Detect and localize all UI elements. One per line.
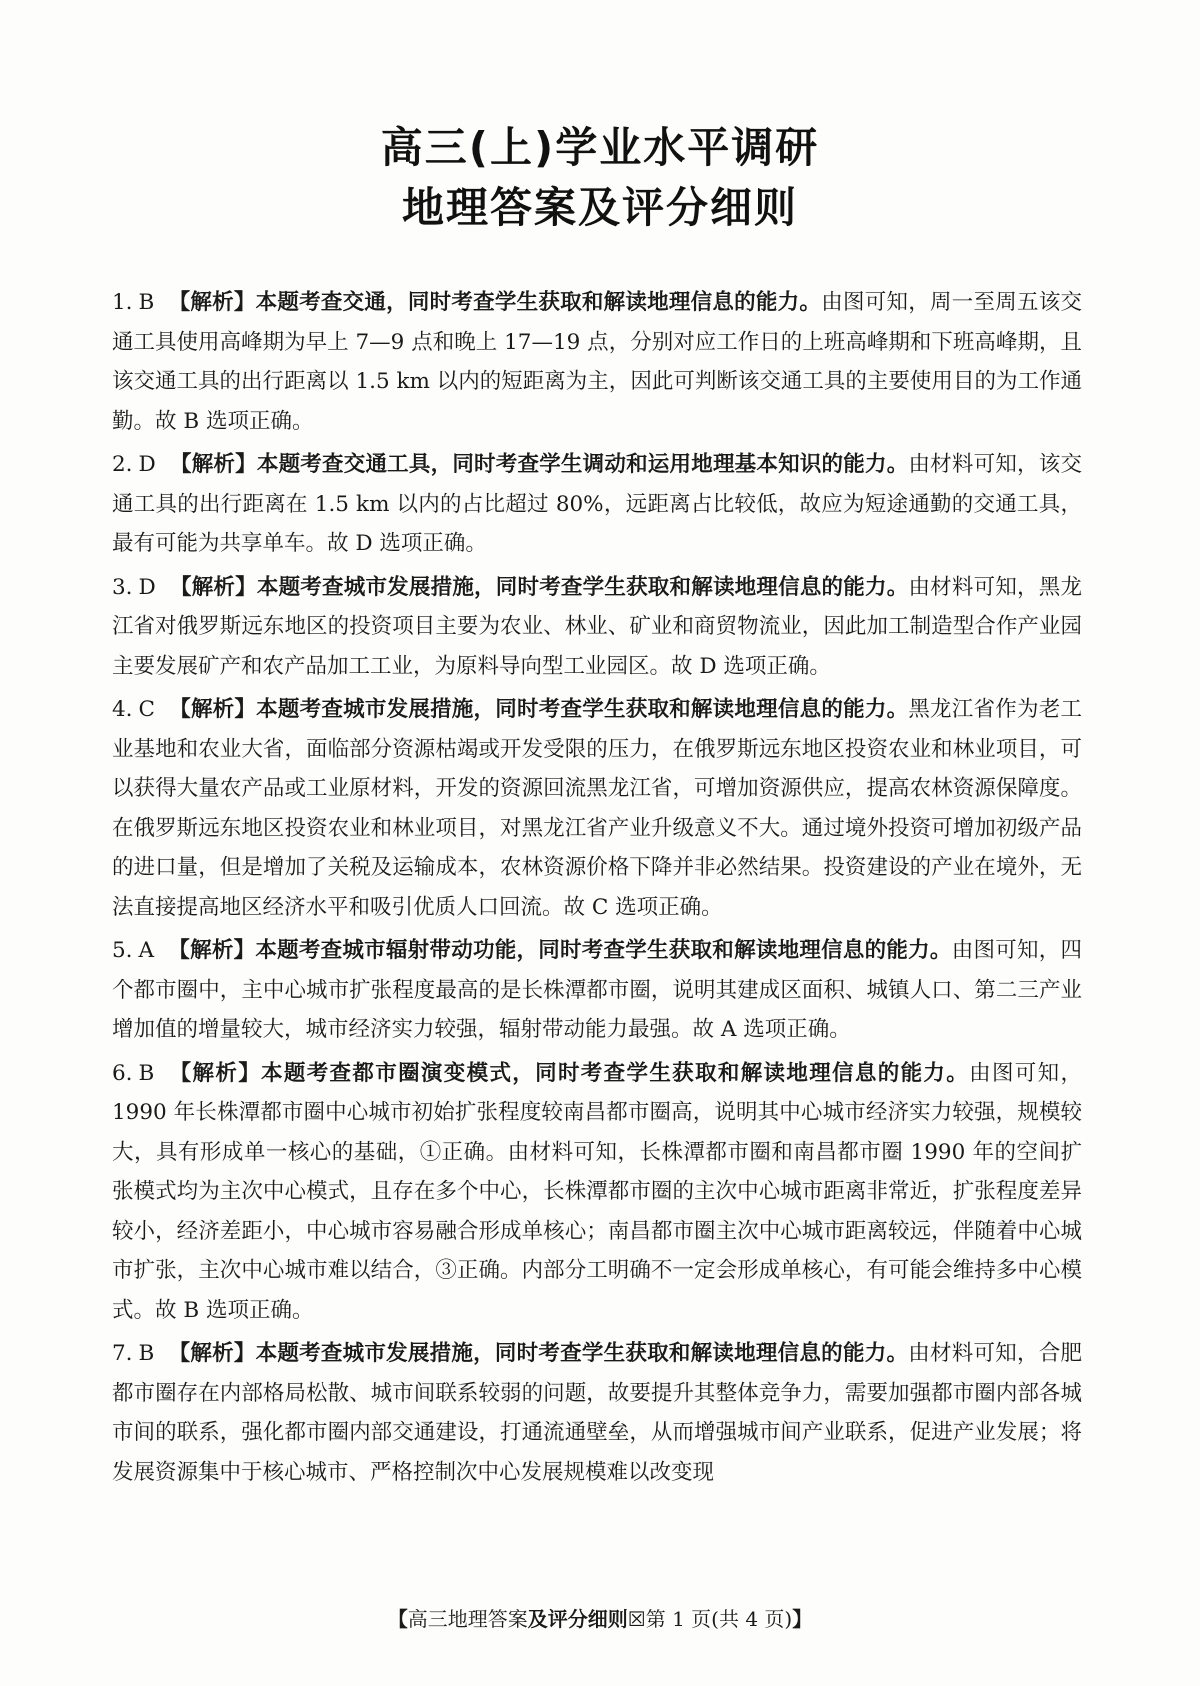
item-number: 4. [112, 697, 133, 722]
footer-bracket-close: 】 [792, 1607, 813, 1631]
item-analysis-heading: 【解析】本题考查城市发展措施，同时考查学生获取和解读地理信息的能力。 [168, 697, 909, 722]
title-line-1: 高三(上)学业水平调研 [380, 123, 820, 172]
page-footer [0, 1605, 1200, 1633]
item-answer: D [138, 574, 156, 600]
item-answer: C [138, 697, 155, 722]
item-answer: B [138, 1341, 155, 1366]
footer-bracket-open: 【 [387, 1607, 408, 1631]
item-analysis-heading: 【解析】本题考查交通，同时考查学生获取和解读地理信息的能力。 [168, 290, 822, 315]
item-answer: A [138, 938, 155, 963]
item-answer: B [138, 290, 155, 315]
footer-label: 高三地理答案 [407, 1607, 528, 1631]
answer-item-4 [112, 690, 1082, 927]
item-number: 5. [112, 938, 133, 963]
item-analysis-text: 黑龙江省作为老工业基地和农业大省，面临部分资源枯竭或开发受限的压力，在俄罗斯远东地区投资农业和林业项目，可以获得大量农产品或工业原材料，开发的资源回流黑龙江省，可增加资源供应，提高农林资源保障度。在俄罗斯远东地区投资农业和林业项目，对黑龙江省产业升级意义不大。通过境外投资可增加初级产品的进口量，但是增加了关税及运输成本，农林资源价格下降并非必然结果。投资建设的产业在境外，无法直接提高地区经济水平和吸引优质人口回流。故 C 选项正确。 [112, 697, 1082, 920]
item-answer: B [138, 1060, 155, 1086]
item-analysis-text: 由图可知，四个都市圈中，主中心城市扩张程度最高的是长株潭都市圈，说明其建成区面积、城镇人口、第二三产业增加值的增量较大，城市经济实力较强，辐射带动能力最强。故 A 选项正确。 [112, 938, 1082, 1042]
item-analysis-heading: 【解析】本题考查城市辐射带动功能，同时考查学生获取和解读地理信息的能力。 [168, 938, 952, 963]
answer-item-6 [112, 1054, 1082, 1331]
item-analysis-text: 由图可知，1990 年长株潭都市圈中心城市初始扩张程度较南昌都市圈高，说明其中心城市经济实力较强，规模较大，具有形成单一核心的基础，①正确。由材料可知，长株潭都市圈和南昌都市圈 1990 年的空间扩张模式均为主次中心模式，且存在多个中心，长株潭都市圈的主次中心城市距离非常近，扩张程度差异较小，经济差距小，中心城市容易融合形成单核心；南昌都市圈主次中心城市距离较远，伴随着中心城市扩张，主次中心城市难以结合，③正确。内部分工明确不一定会形成单核心，有可能会维持多中心模式。故 B 选项正确。 [112, 1060, 1082, 1323]
title-block [0, 118, 1200, 238]
item-analysis-heading: 【解析】本题考查都市圈演变模式，同时考查学生获取和解读地理信息的能力。 [168, 1060, 970, 1086]
item-number: 7. [112, 1341, 133, 1366]
item-analysis-heading: 【解析】本题考查交通工具，同时考查学生调动和运用地理基本知识的能力。 [169, 452, 909, 477]
item-analysis-text: 由材料可知，黑龙江省对俄罗斯远东地区的投资项目主要为农业、林业、矿业和商贸物流业，因此加工制造型合作产业园主要发展矿产和农产品加工工业，为原料导向型工业园区。故 D 选项正确。 [112, 574, 1082, 679]
item-analysis-heading: 【解析】本题考查城市发展措施，同时考查学生获取和解读地理信息的能力。 [168, 1341, 909, 1366]
answer-item-3 [112, 568, 1082, 687]
item-number: 3. [112, 574, 133, 600]
item-number: 2. [112, 452, 133, 477]
title-line-2: 地理答案及评分细则 [401, 183, 798, 232]
answer-item-2 [112, 445, 1082, 564]
footer-label-bold: 及评分细则 [527, 1607, 628, 1631]
item-analysis-text: 由材料可知，该交通工具的出行距离在 1.5 km 以内的占比超过 80%，远距离占比较低，故应为短途通勤的交通工具，最有可能为共享单车。故 D 选项正确。 [112, 452, 1082, 556]
answer-item-7 [112, 1334, 1082, 1492]
item-analysis-heading: 【解析】本题考查城市发展措施，同时考查学生获取和解读地理信息的能力。 [169, 574, 909, 600]
item-analysis-text: 由图可知，周一至周五该交通工具使用高峰期为早上 7—9 点和晚上 17—19 点，分别对应工作日的上班高峰期和下班高峰期，且该交通工具的出行距离以 1.5 km 以内的短距离为主，因此可判断该交通工具的主要使用目的为工作通勤。故 B 选项正确。 [112, 290, 1082, 434]
item-number: 6. [112, 1060, 133, 1086]
footer-symbol-icon: ☒ [627, 1607, 646, 1631]
answer-item-1 [112, 283, 1082, 441]
footer-page-info: 第 1 页(共 4 页) [645, 1607, 793, 1631]
item-answer: D [138, 452, 156, 477]
item-number: 1. [112, 290, 133, 315]
answer-list [112, 283, 1082, 1496]
item-analysis-text: 由材料可知，合肥都市圈存在内部格局松散、城市间联系较弱的问题，故要提升其整体竞争力，需要加强都市圈内部各城市间的联系，强化都市圈内部交通建设，打通流通壁垒，从而增强城市间产业联系，促进产业发展；将发展资源集中于核心城市、严格控制次中心发展规模难以改变现 [112, 1341, 1082, 1485]
answer-item-5 [112, 931, 1082, 1050]
